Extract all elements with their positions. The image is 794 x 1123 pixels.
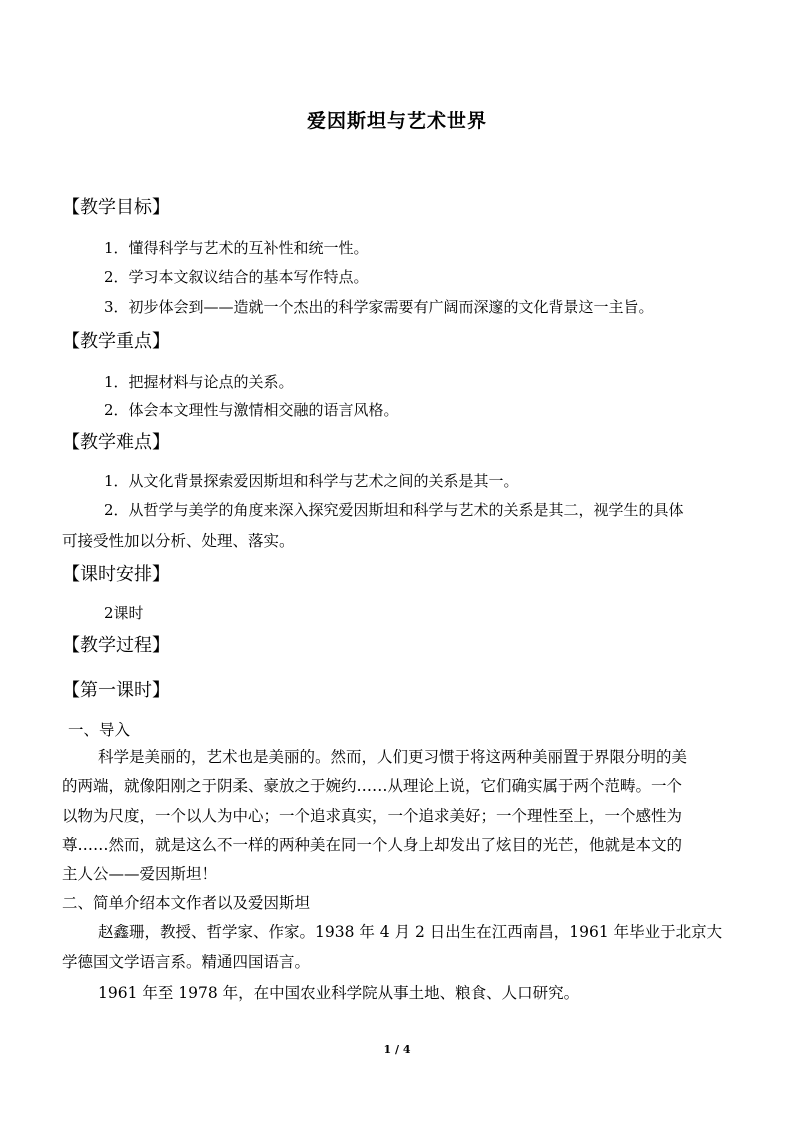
heading-key-points: 【教学重点】 [62, 331, 170, 352]
document-title: 爱因斯坦与艺术世界 [306, 110, 487, 132]
author-line-1: 赵鑫珊，教授、哲学家、作家。1938 年 4 月 2 日出生在江西南昌，1961 年毕业于北京大 [98, 923, 723, 941]
key-point-item-1: 1．把握材料与论点的关系。 [104, 373, 294, 391]
goal-item-1: 1．懂得科学与艺术的互补性和统一性。 [104, 239, 369, 257]
heading-teaching-goals: 【教学目标】 [62, 197, 170, 218]
schedule-text: 2课时 [104, 604, 144, 622]
intro-line-4: 尊……然而，就是这么不一样的两种美在同一个人身上却发出了炫目的光芒，他就是本文的 [62, 836, 683, 854]
goal-item-2: 2．学习本文叙议结合的基本写作特点。 [104, 268, 369, 286]
intro-line-5: 主人公——爱因斯坦！ [62, 865, 218, 883]
heading-schedule: 【课时安排】 [62, 564, 170, 585]
intro-line-3: 以物为尺度，一个以人为中心；一个追求真实，一个追求美好；一个理性至上，一个感性为 [62, 807, 683, 825]
author-line-2: 学德国文学语言系。精通四国语言。 [62, 953, 311, 971]
heading-difficulties: 【教学难点】 [62, 432, 170, 453]
author-line-3: 1961 年至 1978 年，在中国农业科学院从事土地、粮食、人口研究。 [98, 984, 580, 1002]
author-heading: 二、简单介绍本文作者以及爱因斯坦 [62, 894, 311, 912]
difficulty-item-2: 2．从哲学与美学的角度来深入探究爱因斯坦和科学与艺术的关系是其二，视学生的具体 [104, 501, 684, 519]
difficulty-item-2-continued: 可接受性加以分析、处理、落实。 [62, 532, 295, 550]
intro-line-2: 的两端，就像阳刚之于阴柔、豪放之于婉约……从理论上说，它们确实属于两个范畴。一个 [62, 777, 683, 795]
goal-item-3: 3．初步体会到——造就一个杰出的科学家需要有广阔而深邃的文化背景这一主旨。 [104, 298, 654, 316]
difficulty-item-1: 1．从文化背景探索爱因斯坦和科学与艺术之间的关系是其一。 [104, 472, 519, 490]
heading-first-lesson: 【第一课时】 [62, 680, 170, 701]
page-number: 1 / 4 [383, 1043, 411, 1056]
key-point-item-2: 2．体会本文理性与激情相交融的语言风格。 [104, 401, 399, 419]
intro-line-1: 科学是美丽的，艺术也是美丽的。然而，人们更习惯于将这两种美丽置于界限分明的美 [98, 748, 688, 766]
intro-heading: 一、导入 [68, 721, 131, 739]
heading-teaching-process: 【教学过程】 [62, 635, 170, 656]
